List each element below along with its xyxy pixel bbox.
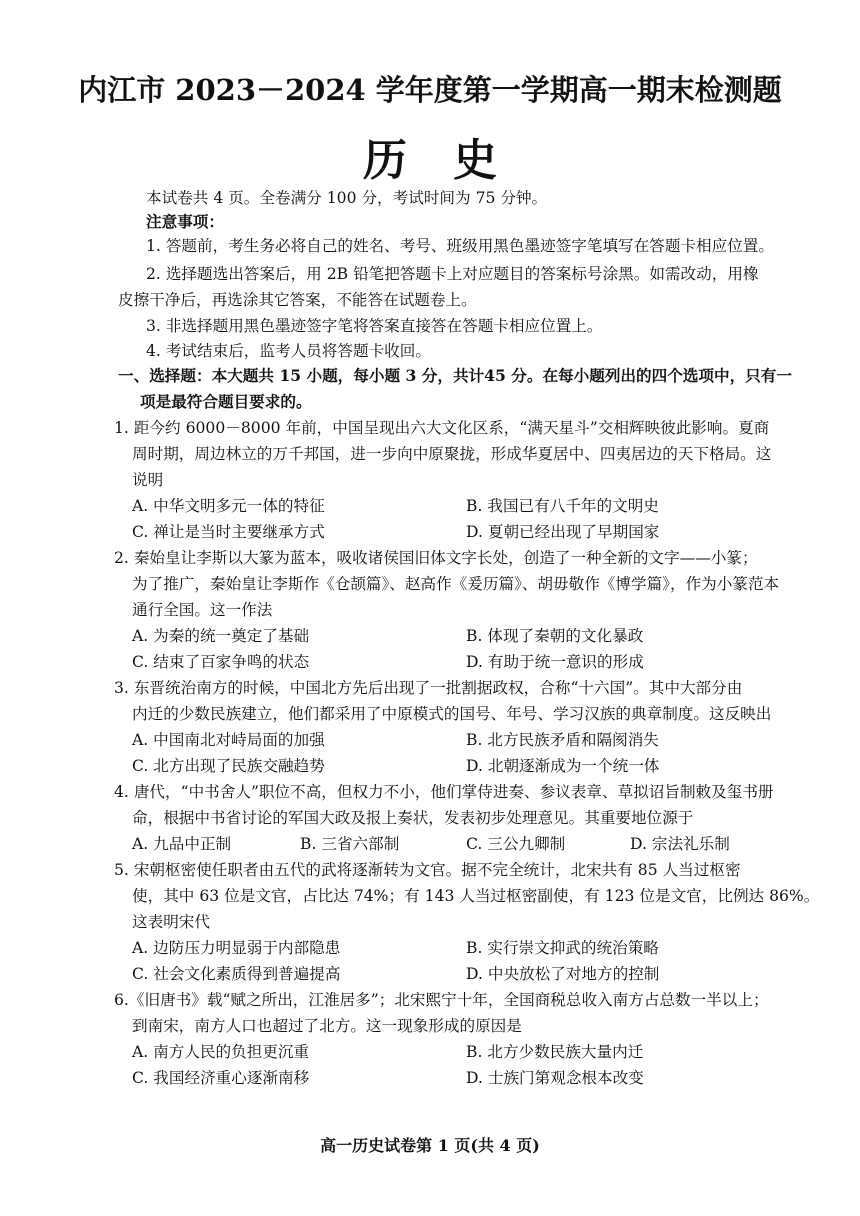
option-b: B. 实行崇文抑武的统治策略 <box>466 939 659 957</box>
exam-info: 本试卷共 4 页。全卷满分 100 分，考试时间为 75 分钟。 <box>146 189 548 207</box>
option-d: D. 有助于统一意识的形成 <box>466 653 644 671</box>
option-a: A. 中国南北对峙局面的加强 <box>132 731 325 749</box>
notice-2-cont: 皮擦干净后，再选涂其它答案，不能答在试题卷上。 <box>118 291 477 309</box>
option-a: A. 九品中正制 <box>132 835 232 853</box>
notice-3: 3. 非选择题用黑色墨迹签字笔将答案直接答在答题卡相应位置上。 <box>146 317 603 335</box>
option-b: B. 体现了秦朝的文化暴政 <box>466 627 644 645</box>
option-c: C. 我国经济重心逐渐南移 <box>132 1069 310 1087</box>
question-text-line: 4. 唐代，“中书舍人”职位不高，但权力不小，他们掌侍进奏、参议表章、草拟诏旨制敕及玺书册 <box>114 783 774 801</box>
option-b: B. 我国已有八千年的文明史 <box>466 497 659 515</box>
question-text-line: 为了推广，秦始皇让李斯作《仓颉篇》、赵高作《爰历篇》、胡毋敬作《博学篇》，作为小篆范本 <box>132 575 780 593</box>
option-a: A. 中华文明多元一体的特征 <box>132 497 325 515</box>
option-d: D. 士族门第观念根本改变 <box>466 1069 644 1087</box>
option-c: C. 三公九卿制 <box>466 835 566 853</box>
question-text-line: 3. 东晋统治南方的时候，中国北方先后出现了一批割据政权，合称“十六国”。其中大部分由 <box>114 679 743 697</box>
question-text-line: 这表明宋代 <box>132 913 210 931</box>
option-b: B. 北方少数民族大量内迁 <box>466 1043 644 1061</box>
exam-title: 内江市 2023－2024 学年度第一学期高一期末检测题 <box>78 73 782 107</box>
question-text-line: 使，其中 63 位是文官，占比达 74%；有 143 人当过枢密副使，有 123 位是文官，比例达 86%。 <box>132 887 820 905</box>
option-a: A. 为秦的统一奠定了基础 <box>132 627 310 645</box>
option-d: D. 宗法礼乐制 <box>630 835 730 853</box>
question-text-line: 周时期，周边林立的万千邦国，进一步向中原聚拢，形成华夏居中、四夷居边的天下格局。这 <box>132 445 772 463</box>
option-a: A. 边防压力明显弱于内部隐患 <box>132 939 341 957</box>
option-d: D. 夏朝已经出现了早期国家 <box>466 523 660 541</box>
question-text-line: 6.《旧唐书》载“赋之所出，江淮居多”；北宋熙宁十年，全国商税总收入南方占总数一半以上； <box>114 991 769 1009</box>
question-text-line: 2. 秦始皇让李斯以大篆为蓝本，吸收诸侯国旧体文字长处，创造了一种全新的文字——小篆； <box>114 549 758 567</box>
section-heading-cont: 项是最符合题目要求的。 <box>140 392 312 411</box>
option-c: C. 北方出现了民族交融趋势 <box>132 757 325 775</box>
notice-title: 注意事项： <box>146 212 224 231</box>
question-text-line: 命，根据中书省讨论的军国大政及报上奏状，发表初步处理意见。其重要地位源于 <box>132 809 694 827</box>
option-b: B. 三省六部制 <box>300 835 400 853</box>
option-c: C. 禅让是当时主要继承方式 <box>132 523 325 541</box>
section-heading: 一、选择题：本大题共 15 小题，每小题 3 分，共计45 分。在每小题列出的四个选项中，只有一 <box>118 366 792 385</box>
notice-1: 1. 答题前，考生务必将自己的姓名、考号、班级用黑色墨迹签字笔填写在答题卡相应位置。 <box>146 237 774 255</box>
option-d: D. 北朝逐渐成为一个统一体 <box>466 757 660 775</box>
page-footer: 高一历史试卷第 1 页(共 4 页) <box>320 1136 540 1155</box>
option-a: A. 南方人民的负担更沉重 <box>132 1043 310 1061</box>
question-text-line: 通行全国。这一作法 <box>132 601 273 619</box>
option-d: D. 中央放松了对地方的控制 <box>466 965 660 983</box>
option-c: C. 社会文化素质得到普遍提高 <box>132 965 341 983</box>
option-b: B. 北方民族矛盾和隔阂消失 <box>466 731 659 749</box>
question-text-line: 说明 <box>132 471 164 489</box>
question-text-line: 内迁的少数民族建立，他们都采用了中原模式的国号、年号、学习汉族的典章制度。这反映出 <box>132 705 772 723</box>
option-c: C. 结束了百家争鸣的状态 <box>132 653 310 671</box>
notice-4: 4. 考试结束后，监考人员将答题卡收回。 <box>146 342 431 360</box>
subject-title: 历史 <box>363 135 543 186</box>
notice-2: 2. 选择题选出答案后，用 2B 铅笔把答题卡上对应题目的答案标号涂黑。如需改动，用橡 <box>146 265 759 283</box>
question-text-line: 5. 宋朝枢密使任职者由五代的武将逐渐转为文官。据不完全统计，北宋共有 85 人当过枢密 <box>114 861 741 879</box>
question-text-line: 到南宋，南方人口也超过了北方。这一现象形成的原因是 <box>132 1017 522 1035</box>
question-text-line: 1. 距今约 6000－8000 年前，中国呈现出六大文化区系，“满天星斗”交相辉映彼此影响。夏商 <box>114 419 770 437</box>
